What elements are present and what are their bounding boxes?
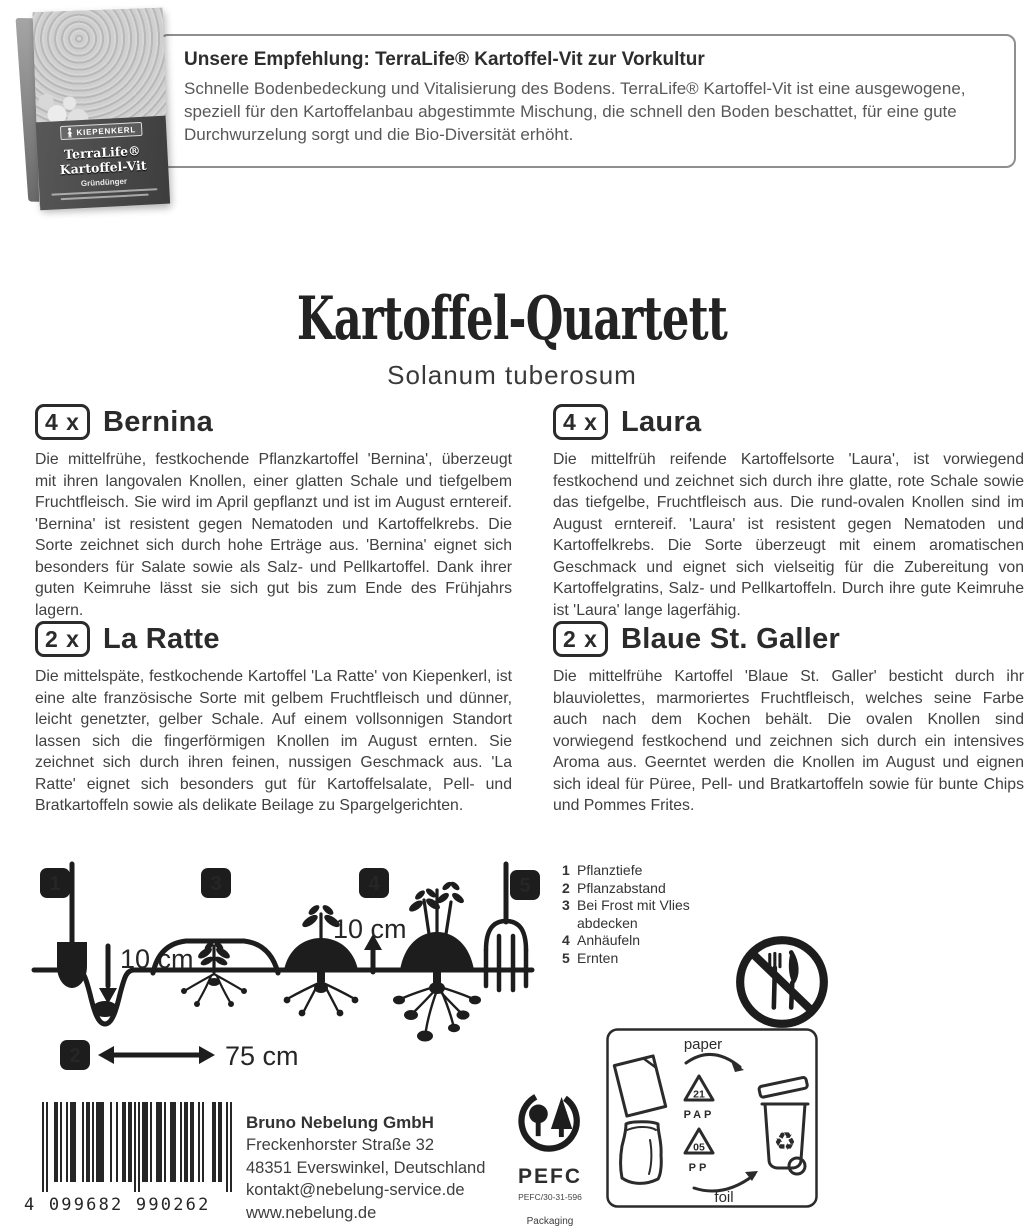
pefc-packaging-label: Packaging [526, 1216, 574, 1227]
variety-header [553, 404, 1024, 440]
barcode-number: 4 099682 990262 [24, 1195, 211, 1215]
legend-num: 2 [562, 879, 570, 896]
seed-potato [92, 1001, 118, 1017]
paper-label: paper [683, 1036, 723, 1053]
variety-header [553, 621, 1024, 657]
bag-front-panel [33, 8, 170, 208]
legend-label: Bei Frost mit Vlies abdecken [577, 897, 690, 931]
paper-arrow-icon [686, 1054, 744, 1072]
legend-item [562, 932, 696, 950]
count-badge: 4 x [553, 404, 608, 440]
variety-name: Blaue St. Galler [620, 622, 841, 655]
variety-la-ratte [35, 621, 512, 817]
legend-label: Pflanzabstand [577, 879, 666, 896]
contact-email: kontakt@nebelung-service.de [246, 1181, 465, 1200]
recommendation-box [158, 34, 1016, 168]
variety-header [35, 621, 512, 657]
bag-product-subtitle: Gründünger [80, 176, 128, 189]
manufacturer-address [246, 1112, 485, 1224]
kiepenkerl-logo [60, 122, 142, 140]
legend-num: 4 [562, 932, 570, 949]
pp-label: PP [688, 1162, 710, 1174]
variety-description: Die mittelfrühe, festkochende Pflanzkartoffel 'Bernina', überzeugt mit ihren langovalen Knollen, einer glatten Schale und tiefgelbem Fruchtfleisch. Sie wird im April gepflanzt und ist im August erntereif. 'Bernina' ist resistent gegen Nematoden und Kartoffelkrebs. Die Sorte zeichnet sich durch hohe Erträge aus. 'Bernina' eignet sich besonders für Salate sowie als Salz- und Pellkartoffel. Dank ihrer guten Keimruhe lässt sie sich gut bis zum Ende des Frühjahrs lagern. [35, 451, 512, 619]
website-url: www.nebelung.de [246, 1203, 377, 1222]
depth-arrow [99, 946, 117, 1004]
mound-height-label: 10 cm [333, 914, 407, 944]
recycle-code-pap-icon [685, 1076, 713, 1101]
variety-header [35, 404, 512, 440]
no-food-icon [732, 932, 832, 1032]
barcode-bars [42, 1102, 232, 1192]
mounded-plant-large [393, 880, 481, 1041]
bag-plant-photo [33, 8, 167, 124]
step-badge-2: 2 [69, 1045, 81, 1067]
variety-laura [553, 404, 1024, 621]
depth-label: 10 cm [120, 944, 194, 974]
foil-bag-icon [621, 1122, 662, 1184]
pefc-code: PEFC/30-31-596 [518, 1192, 582, 1202]
pap-label: PAP [683, 1109, 715, 1121]
variety-name: La Ratte [102, 622, 220, 655]
pefc-certification [502, 1082, 598, 1227]
legend-num: 3 [562, 897, 570, 914]
recycle-code-pp-icon [685, 1129, 713, 1154]
product-bag-photo [6, 2, 190, 212]
recycling-panel [606, 1028, 818, 1208]
bag-product-name: TerraLife® Kartoffel-Vit [59, 142, 147, 178]
legend-num: 1 [562, 862, 570, 878]
foil-label: foil [714, 1189, 734, 1206]
legend-num: 5 [562, 949, 570, 966]
count-badge: 2 x [553, 621, 608, 657]
step-badge-3: 3 [210, 873, 222, 895]
page-title: Kartoffel-Quartett [296, 284, 728, 354]
variety-description: Die mittelfrüh reifende Kartoffelsorte 'Laura', ist vorwiegend festkochend und zeichnet sich durch ihre glatte, rote Schale sowie das tiefgelbe, Fruchtfleisch aus. Die rund-ovalen Knollen sind im August erntereif. 'Laura' ist resistent gegen Nematoden und Kartoffelkrebs. Die Sorte überzeugt mit einem aromatischen Geschmack und eignet sich vielseitig für die Zubereitung von Kartoffelgratins, Salz- und Pellkartoffeln. Durch ihre gute Keimruhe ist 'Laura' lange lagerfähig. [553, 451, 1024, 619]
paper-sheet-icon [614, 1056, 665, 1116]
page-subtitle: Solanum tuberosum [387, 360, 637, 390]
legend-label: Anhäufeln [577, 932, 641, 949]
waste-bin-icon [759, 1077, 808, 1174]
spacing-arrow [98, 1046, 215, 1064]
variety-description: Die mittelspäte, festkochende Kartoffel 'La Ratte' von Kiepenkerl, ist eine alte französische Sorte mit gelbem Fruchtfleisch und dünner, leicht genetzter, gelber Schale. Auf einem vollsonnigen Standort lassen sich die fingerförmigen Knollen im August ernten. Sie zeichnet sich durch ihren feinen, nussigen Geschmack aus. 'La Ratte' eignet sich besonders gut für Kartoffelsalate, Pell- und Bratkartoffeln sowie als delikate Beilage zu Spargelgerichten. [35, 668, 512, 814]
legend-label: Pflanztiefe [577, 862, 643, 878]
step-badge-4: 4 [368, 873, 380, 895]
step-badge-1: 1 [49, 873, 61, 895]
variety-name: Bernina [102, 405, 214, 438]
legend-item [562, 862, 696, 880]
bag-label-panel [36, 116, 170, 211]
spacing-label: 75 cm [225, 1041, 299, 1071]
pp-number: 05 [693, 1141, 705, 1154]
variety-name: Laura [620, 405, 702, 438]
pefc-logo-icon [509, 1082, 591, 1160]
bag-fineprint-line [61, 194, 149, 201]
bag-brand-text: KIEPENKERL [76, 124, 137, 137]
count-badge: 2 x [35, 621, 90, 657]
recommendation-title: Unsere Empfehlung: TerraLife® Kartoffel-Vit zur Vorkultur [184, 49, 705, 70]
legend-item [562, 950, 696, 968]
legend-item [562, 897, 696, 932]
address-line: 48351 Everswinkel, Deutschland [246, 1158, 486, 1177]
variety-blaue-st-galler [553, 621, 1024, 817]
legend-item [562, 880, 696, 898]
barcode [24, 1100, 250, 1214]
variety-description: Die mittelfrühe Kartoffel 'Blaue St. Galler' besticht durch ihr blauviolettes, marmoriertes Fruchtfleisch, welches seine Farbe auch nach dem Kochen behält. Die ovalen Knollen sind vorwiegend festkochend und zeichnen sich durch ein intensives Aroma aus. Geerntet werden die Knollen im August und eignen sich ideal für Püree, Pell- und Bratkartoffeln sowie für bunte Chips und Pommes Frites. [553, 668, 1024, 814]
address-line: Freckenhorster Straße 32 [246, 1136, 434, 1155]
diagram-legend [562, 862, 696, 968]
company-name: Bruno Nebelung GmbH [246, 1113, 434, 1132]
recommendation-body: Schnelle Bodenbedeckung und Vitalisierung des Bodens. TerraLife® Kartoffel-Vit ist eine ausgewogene, speziell für den Kartoffelanbau abgestimmte Mischung, die schnell den Boden beschattet, für eine gute Durchwurzelung sorgt und die Bio-Diversität erhöht. [184, 79, 966, 144]
recycle-symbol-icon: ♻ [773, 1128, 797, 1156]
legend-label: Ernten [577, 949, 619, 966]
pefc-name: PEFC [517, 1165, 582, 1188]
kiepenkerl-figure-icon [66, 127, 74, 137]
pap-number: 21 [693, 1088, 705, 1101]
planting-diagram-illustration [20, 858, 560, 1093]
count-badge: 4 x [35, 404, 90, 440]
step-badge-5: 5 [519, 875, 531, 897]
variety-bernina [35, 404, 512, 621]
